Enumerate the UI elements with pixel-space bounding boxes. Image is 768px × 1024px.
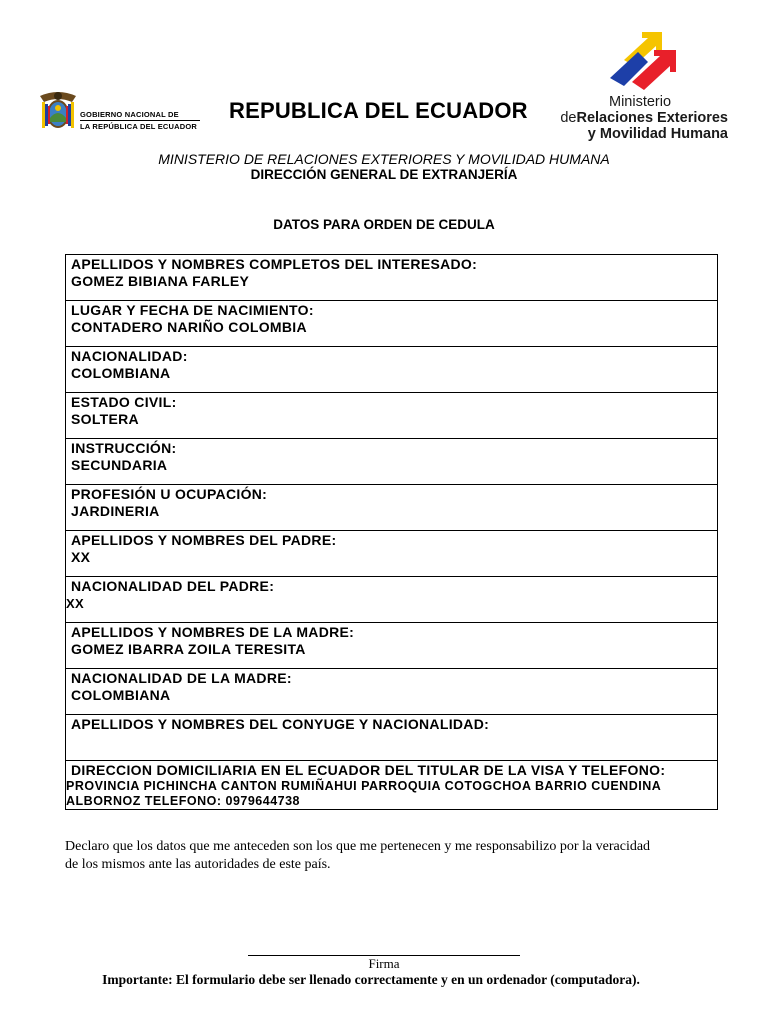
field-value-line1[interactable]: PROVINCIA PICHINCHA CANTON RUMIÑAHUI PARROQUIA COTOGCHOA BARRIO CUENDINA [66,779,662,793]
field-label: NACIONALIDAD DE LA MADRE: [71,670,292,686]
field-value[interactable]: JARDINERIA [71,503,160,519]
field-value[interactable]: SOLTERA [71,411,139,427]
field-row-spouse [66,715,717,761]
signature-label: Firma [368,956,400,971]
field-value[interactable]: COLOMBIANA [71,365,171,381]
field-value[interactable]: SECUNDARIA [71,457,168,473]
field-label: PROFESIÓN U OCUPACIÓN: [71,486,268,502]
declaration-line1: Declaro que los datos que me anteceden son los que me pertenecen y me responsabilizo por la veracidad [65,839,651,854]
field-label: ESTADO CIVIL: [71,394,177,410]
field-row-address [66,761,717,810]
declaration-text [65,838,725,874]
field-value[interactable]: GOMEZ BIBIANA FARLEY [71,273,250,289]
coat-of-arms-icon [36,88,80,134]
government-logo-text [80,110,200,131]
field-label: INSTRUCCIÓN: [71,440,177,456]
ministry-logo-text [556,94,728,142]
field-label: LUGAR Y FECHA DE NACIMIENTO: [71,302,314,318]
field-row-nationality [66,347,717,393]
ministry-arrows-icon [604,30,704,94]
field-label: DIRECCION DOMICILIARIA EN EL ECUADOR DEL TITULAR DE LA VISA Y TELEFONO: [71,762,666,778]
field-value[interactable]: GOMEZ IBARRA ZOILA TERESITA [71,641,306,657]
field-label: APELLIDOS Y NOMBRES COMPLETOS DEL INTERESADO: [71,256,478,272]
field-row-birth-place-date [66,301,717,347]
field-value-line2[interactable]: ALBORNOZ TELEFONO: 0979644738 [66,794,301,808]
field-row-civil-status [66,393,717,439]
declaration-line2: de los mismos ante las autoridades de este país. [65,857,331,872]
direccion-heading: DIRECCIÓN GENERAL DE EXTRANJERÍA [250,167,518,182]
field-value[interactable]: XX [66,596,84,611]
field-row-profession [66,485,717,531]
field-value[interactable]: XX [71,549,91,565]
field-row-father-name [66,531,717,577]
field-row-mother-nationality [66,669,717,715]
field-label: APELLIDOS Y NOMBRES DEL CONYUGE Y NACIONALIDAD: [71,716,490,732]
field-row-education [66,439,717,485]
field-row-father-nationality [66,577,717,623]
footer-note: Importante: El formulario debe ser llenado correctamente y en un ordenador (computadora). [102,972,640,987]
form-title: DATOS PARA ORDEN DE CEDULA [273,217,495,232]
field-row-full-name [66,255,717,301]
field-label: APELLIDOS Y NOMBRES DEL PADRE: [71,532,337,548]
ministry-heading: MINISTERIO DE RELACIONES EXTERIORES Y MOVILIDAD HUMANA [158,151,610,167]
field-label: NACIONALIDAD: [71,348,188,364]
gov-logo-line2: LA REPÚBLICA DEL ECUADOR [80,122,198,131]
page-title: REPUBLICA DEL ECUADOR [229,98,528,123]
ministry-logo-line1: Ministerio [609,94,672,110]
field-row-mother-name [66,623,717,669]
form-table [65,254,718,810]
ministry-logo-line2b: Relaciones Exteriores [576,110,728,126]
field-label: NACIONALIDAD DEL PADRE: [71,578,275,594]
field-label: APELLIDOS Y NOMBRES DE LA MADRE: [71,624,355,640]
field-value[interactable]: CONTADERO NARIÑO COLOMBIA [71,319,307,335]
field-value[interactable]: COLOMBIANA [71,687,171,703]
ministry-logo-line3: y Movilidad Humana [587,126,728,142]
ministry-logo-line2a: de [560,110,577,126]
gov-logo-line1: GOBIERNO NACIONAL DE [80,110,179,119]
